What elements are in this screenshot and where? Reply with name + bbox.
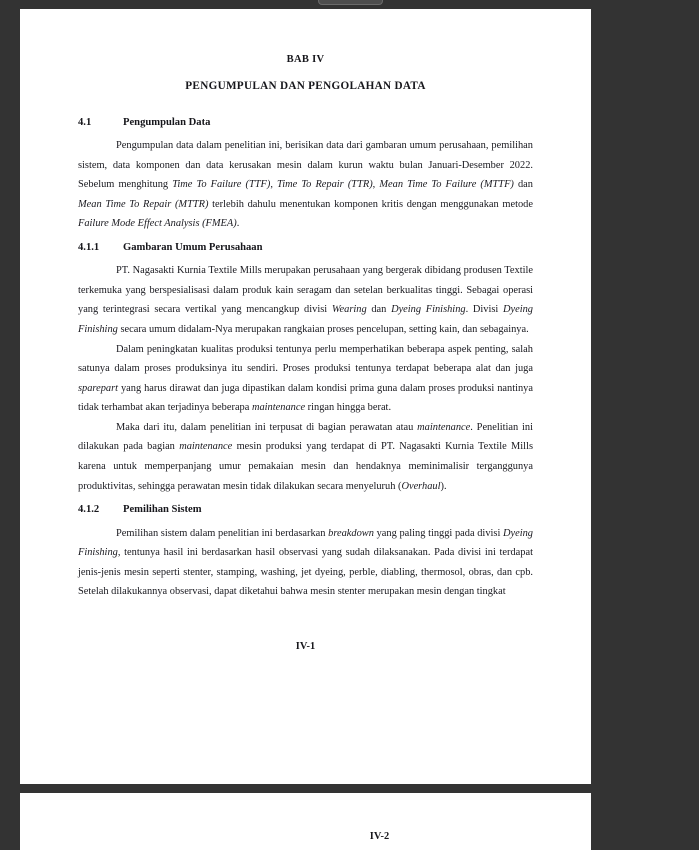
section-title-4-1-1: Gambaran Umum Perusahaan xyxy=(123,241,263,253)
document-page-2 xyxy=(20,793,591,850)
paragraph-4-1-2-a: Pemilihan sistem dalam penelitian ini berdasarkan breakdown yang paling tinggi pada divisi Dyeing Finishing, tentunya hasil ini berdasarkan hasil observasi yang sudah dilaksanakan. Pada divisi ini terdapat jenis-jenis mesin seperti stenter, stamping, washing, jet dyeing, perble, diabling, thermosol, obras, dan cpb. Setelah dilakukannya observasi, dapat diketahui bahwa mesin stenter merupakan mesin dengan tingkat xyxy=(78,527,534,598)
paragraph-4-1-1: Pengumpulan data dalam penelitian ini, berisikan data dari gambaran umum perusahaan, pemilihan sistem, data komponen dan data kerusakan mesin dalam kurun waktu bulan Januari-Desember 2022. Sebelum menghitung Time To Failure (TTF), Time To Repair (TTR), Mean Time To Failure (MTTF) dan Mean Time To Repair (MTTR) terlebih dahulu menentukan komponen kritis dengan menggunakan metode Failure Mode Effect Analysis (FMEA). xyxy=(78,139,533,230)
paragraph-4-1-1-c: Maka dari itu, dalam penelitian ini terpusat di bagian perawatan atau maintenance. Penelitian ini dilakukan pada bagian maintenance mesin produksi yang terdapat di PT. Nagasakti Kurnia Textile Mills karena untuk memperpanjang umur pemakaian mesin dan hendaknya meminimalisir terganggunya produktivitas, sehingga perawatan mesin tidak dilakukan secara menyeluruh (Overhaul). xyxy=(78,421,533,492)
section-title-4-1-2: Pemilihan Sistem xyxy=(123,504,202,516)
italic-term-sparepart: sparepart xyxy=(78,382,119,394)
italic-term-breakdown: breakdown xyxy=(328,527,374,539)
italic-term-wearing: Wearing xyxy=(331,304,367,316)
page-number-iv-1: IV-1 xyxy=(295,640,316,652)
italic-term-dyeing-finishing-1: Dyeing Finishing xyxy=(391,304,466,316)
document-page-1 xyxy=(20,9,591,784)
section-number-4-1-1: 4.1.1 xyxy=(78,241,100,253)
page-number-iv-2: IV-2 xyxy=(369,831,390,842)
section-heading-4-1-2 xyxy=(78,503,533,516)
italic-term-ttf: Time To Failure (TTF) xyxy=(172,179,271,191)
italic-term-maintenance-3: maintenance xyxy=(179,441,233,453)
italic-term-mttf: Mean Time To Failure (MTTF) xyxy=(379,179,514,191)
italic-term-mttr: Mean Time To Repair (MTTR) xyxy=(78,198,209,210)
page-2-footer xyxy=(20,826,591,844)
chapter-title: PENGUMPULAN DAN PENGOLAHAN DATA xyxy=(185,79,426,92)
italic-term-overhaul: Overhaul xyxy=(401,480,441,492)
section-heading-4-1-1 xyxy=(78,241,533,254)
chapter-label: BAB IV xyxy=(286,54,325,65)
italic-term-dyeing-finishing-2: Dyeing Finishing xyxy=(78,304,533,335)
italic-term-fmea: Failure Mode Effect Analysis (FMEA) xyxy=(78,218,237,230)
italic-term-maintenance-2: maintenance xyxy=(417,421,471,433)
paragraph-4-1-1-a: PT. Nagasakti Kurnia Textile Mills merupakan perusahaan yang bergerak dibidang produsen Textile terkemuka yang berspesialisasi dalam produk kain seragam dan setelan berkualitas tinggi. Sebagai operasi yang terintegrasi secara vertikal yang mencangkup divisi Wearing dan Dyeing Finishing. Divisi Dyeing Finishing secara umum didalam-Nya merupakan rangkaian proses pencelupan, setting kain, dan sebagainya. xyxy=(78,265,533,335)
section-number-4-1-2: 4.1.2 xyxy=(78,504,100,516)
floating-toolbar-chip[interactable] xyxy=(318,0,383,5)
paragraph-4-1-1-b: Dalam peningkatan kualitas produksi tentunya perlu memperhatikan beberapa aspek penting, salah satunya dalam proses produksinya itu sendiri. Proses produksi tentunya terdapat beberapa alat dan juga sparepart yang harus dirawat dan juga dipastikan dalam kondisi prima guna dalam proses produksi nantinya tidak terhambat akan terjadinya beberapa maintenance ringan hingga berat. xyxy=(78,343,533,414)
page-1-footer xyxy=(78,636,533,654)
italic-term-maintenance-1: maintenance xyxy=(251,402,306,414)
section-heading-4-1 xyxy=(78,116,533,129)
italic-term-ttr: Time To Repair (TTR) xyxy=(277,179,373,191)
section-title-4-1: Pengumpulan Data xyxy=(123,116,211,128)
italic-term-dyeing-finishing-3: Dyeing Finishing xyxy=(78,527,534,559)
section-number-4-1: 4.1 xyxy=(78,116,92,128)
